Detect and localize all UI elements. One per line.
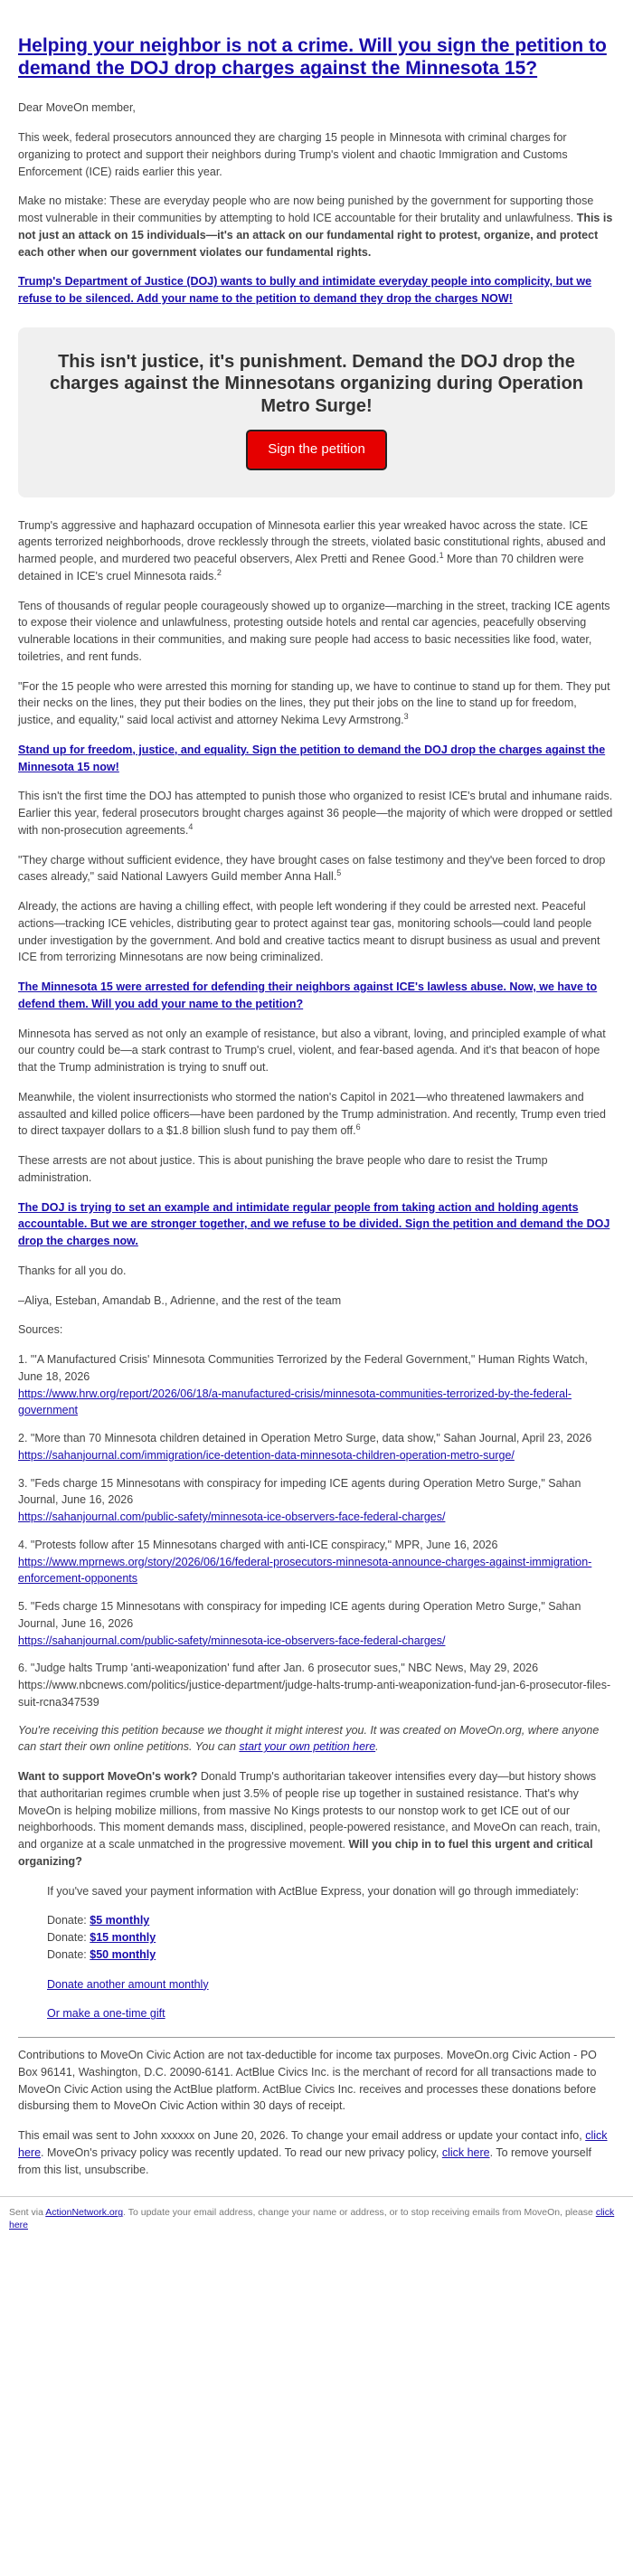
manage-subscription-link[interactable]: click here xyxy=(9,2207,615,2231)
body-text: More than 70 children were detained in ICE's cruel Minnesota raids. xyxy=(18,553,584,582)
donate-once-row xyxy=(47,2005,615,2022)
source-url-text: https://www.nbcnews.com/politics/justice-department/judge-halts-trump-anti-weaponization-fund-jan-6-prosecutor-files-suit-rcna347539 xyxy=(18,1679,611,1709)
petition-callout xyxy=(18,327,615,497)
update-contact-link[interactable]: click here xyxy=(18,2129,608,2159)
source-citation: 3. "Feds charge 15 Minnesotans with conspiracy for impeding ICE agents during Operation Metro Surge," Sahan Journal, June 16, 2026 xyxy=(18,1476,581,1507)
source-link[interactable]: https://sahanjournal.com/public-safety/minnesota-ice-observers-face-federal-charges/ xyxy=(18,1634,446,1647)
cta-paragraph-3 xyxy=(18,979,615,1013)
support-paragraph xyxy=(18,1768,615,1870)
source-item xyxy=(18,1351,615,1419)
footer-text: Sent via xyxy=(9,2207,46,2219)
headline-link[interactable]: Helping your neighbor is not a crime. Will you sign the petition to demand the DOJ drop charges against the Minnesota 15? xyxy=(18,35,607,80)
body-paragraph-7: Minnesota has served as not only an example of resistance, but also a vibrant, loving, and principled example of what our country could be—a stark contrast to Trump's cruel, violent, and fear-based agenda. And it's that beacon of hope that the Trump administration is trying to snuff out. xyxy=(18,1027,606,1075)
footnote-ref-1: 1 xyxy=(439,550,444,560)
source-item xyxy=(18,1475,615,1526)
footer-bar xyxy=(0,2196,633,2244)
body-paragraph-1 xyxy=(18,517,615,585)
source-citation: 6. "Judge halts Trump 'anti-weaponization' fund after Jan. 6 prosecutor sues," NBC News, May 29, 2026 xyxy=(18,1662,539,1675)
source-item xyxy=(18,1537,615,1587)
support-ask: Will you chip in to fuel this urgent and critical organizing? xyxy=(18,1838,593,1868)
callout-heading: This isn't justice, it's punishment. Demand the DOJ drop the charges against the Minnesotans organizing during Operation Metro Surge! xyxy=(49,351,584,416)
donate-15-monthly-link[interactable]: $15 monthly xyxy=(90,1931,156,1945)
source-item xyxy=(18,1660,615,1710)
sources-list xyxy=(18,1351,615,1711)
donate-5-monthly-link[interactable]: $5 monthly xyxy=(90,1914,150,1927)
body-paragraph-9: These arrests are not about justice. This is about punishing the brave people who dare to resist the Trump administration. xyxy=(18,1154,548,1184)
body-paragraph-2: Tens of thousands of regular people courageously showed up to organize—marching in the street, tracking ICE agents to expose their violence and unlawfulness, protesting outside hotels and rental car agencies, peacefully observing vulnerable locations in their communities, and making sure people had access to basic necessities like food, water, toiletries, and rent funds. xyxy=(18,599,610,663)
divider xyxy=(18,2037,615,2038)
sources-label: Sources: xyxy=(18,1323,63,1337)
body-paragraph-6: Already, the actions are having a chilling effect, with people left wondering if they could be arrested next. Peaceful actions—tracking ICE vehicles, distributing gear to protect against tear gas, monitoring schools—could land people under investigation by the government. And bold and creative tactics meant to disrupt business as usual and prevent ICE from terrorizing Minnesotans are now being criminalized. xyxy=(18,900,600,964)
petition-link-1[interactable]: Trump's Department of Justice (DOJ) wants to bully and intimidate everyday people into complicity, but we refuse to be silenced. Add your name to the petition to demand they drop the charges NOW! xyxy=(18,275,592,306)
intro-bold-text: This is not just an attack on 15 individuals—it's an attack on our fundamental right to protest, organize, and protect each other when our government violates our fundamental rights. xyxy=(18,212,613,259)
one-time-gift-link[interactable]: Or make a one-time gift xyxy=(47,2007,165,2021)
greeting: Dear MoveOn member, xyxy=(18,101,136,115)
support-heading: Want to support MoveOn's work? xyxy=(18,1770,198,1784)
petition-link-2[interactable]: Stand up for freedom, justice, and equality. Sign the petition to demand the DOJ drop the charges against the Minnesota 15 now! xyxy=(18,743,606,773)
disclaimer: Contributions to MoveOn Civic Action are not tax-deductible for income tax purposes. MoveOn.org Civic Action - PO Box 96141, Washington, D.C. 20090-6141. ActBlue Civics Inc. is the merchant of record for all transactions made to MoveOn Civic Action using the ActBlue platform. ActBlue Civics Inc. receives and processes these donations before disbursing them to MoveOn Civic Action within 30 days of receipt. xyxy=(18,2049,597,2113)
body-text: This isn't the first time the DOJ has attempted to punish those who organized to resist ICE's brutal and inhumane raids. Earlier this year, federal prosecutors brought charges against 36 people—the majority of which were dropped or settled with non-prosecution agreements. xyxy=(18,790,613,837)
body-paragraph-8 xyxy=(18,1089,615,1140)
email-note-text: This email was sent to John xxxxxx on June 20, 2026. To change your email address or update your contact info, xyxy=(18,2129,586,2143)
email-note xyxy=(18,2127,615,2178)
email-note-text: . To remove yourself from this list, unsubscribe. xyxy=(18,2145,591,2176)
source-citation: 5. "Feds charge 15 Minnesotans with conspiracy for impeding ICE agents during Operation Metro Surge," Sahan Journal, June 16, 2026 xyxy=(18,1600,581,1630)
source-citation: 2. "More than 70 Minnesota children detained in Operation Metro Surge, data show," Sahan Journal, April 23, 2026 xyxy=(18,1432,592,1445)
intro-paragraph-1: This week, federal prosecutors announced they are charging 15 people in Minnesota with criminal charges for organizing to protect and support their neighbors during Trump's violent and chaotic Immigration and Customs Enforcement (ICE) raids earlier this year. xyxy=(18,131,568,178)
footnote-ref-5: 5 xyxy=(336,868,342,878)
donate-block xyxy=(18,1883,615,2023)
intro-text: Make no mistake: These are everyday people who are now being punished by the government for supporting those most vulnerable in their communities by attempting to hold ICE accountable for their brutality and unlawfulness. xyxy=(18,194,594,225)
source-item xyxy=(18,1430,615,1464)
donate-row xyxy=(47,1946,615,1964)
cta-paragraph-4 xyxy=(18,1199,615,1250)
intro-paragraph-2 xyxy=(18,193,615,260)
petition-link-4[interactable]: The DOJ is trying to set an example and intimidate regular people from taking action and holding agents accountable. But we are stronger together, and we refuse to be divided. Sign the petition and demand the DOJ drop the charges now. xyxy=(18,1200,610,1248)
petition-link-3[interactable]: The Minnesota 15 were arrested for defending their neighbors against ICE's lawless abuse. Now, we have to defend them. Will you add your name to the petition? xyxy=(18,980,598,1010)
footnote-ref-2: 2 xyxy=(216,567,222,577)
actblue-note: If you've saved your payment information with ActBlue Express, your donation will go through immediately: xyxy=(47,1884,580,1898)
actionnetwork-link[interactable]: ActionNetwork.org xyxy=(45,2207,124,2219)
source-citation: 1. "'A Manufactured Crisis' Minnesota Communities Terrorized by the Federal Government," Human Rights Watch, June 18, 2026 xyxy=(18,1353,588,1383)
body-paragraph-5 xyxy=(18,852,615,886)
donate-other-amount-link[interactable]: Donate another amount monthly xyxy=(47,1977,209,1991)
source-link[interactable]: https://sahanjournal.com/immigration/ice-detention-data-minnesota-children-operation-metro-surge/ xyxy=(18,1448,515,1462)
donate-other-row xyxy=(47,1976,615,1994)
donate-50-monthly-link[interactable]: $50 monthly xyxy=(90,1947,156,1961)
source-link[interactable]: https://www.mprnews.org/story/2026/06/16/federal-prosecutors-minnesota-announce-charges-against-immigration-enforcement-opponents xyxy=(18,1555,592,1586)
petition-note xyxy=(18,1722,615,1757)
quote-text: "For the 15 people who were arrested this morning for standing up, we have to continue to stand up for them. They put their necks on the lines, they put their bodies on the lines, they put their jobs on the line to stand up for freedom, justice, and equality," said local activist and attorney Nekima Levy Armstrong. xyxy=(18,679,610,727)
body-text: Meanwhile, the violent insurrectionists who stormed the nation's Capitol in 2021—who threatened lawmakers and assaulted and killed police officers—have been pardoned by the Trump administration. And recently, Trump even tried to direct taxpayer dollars to a $1.8 billion slush fund to pay them off. xyxy=(18,1090,606,1138)
footer-text: . To update your email address, change your name or address, or to stop receiving emails from MoveOn, please xyxy=(123,2207,596,2219)
source-citation: 4. "Protests follow after 15 Minnesotans charged with anti-ICE conspiracy," MPR, June 16, 2026 xyxy=(18,1538,498,1551)
email-note-text: . MoveOn's privacy policy was recently updated. To read our new privacy policy, xyxy=(41,2145,442,2159)
donate-label: Donate: xyxy=(47,1947,90,1961)
donate-label: Donate: xyxy=(47,1931,90,1945)
footnote-ref-3: 3 xyxy=(403,711,409,721)
donate-row xyxy=(47,1912,615,1929)
petition-note-end: . xyxy=(375,1740,379,1754)
source-item xyxy=(18,1598,615,1649)
donate-label: Donate: xyxy=(47,1914,90,1927)
footnote-ref-6: 6 xyxy=(355,1122,361,1132)
source-link[interactable]: https://sahanjournal.com/public-safety/minnesota-ice-observers-face-federal-charges/ xyxy=(18,1511,446,1524)
body-paragraph-3 xyxy=(18,678,615,729)
source-link[interactable]: https://www.hrw.org/report/2026/06/18/a-manufactured-crisis/minnesota-communities-terrorized-by-the-federal-government xyxy=(18,1387,572,1417)
start-petition-link[interactable]: start your own petition here xyxy=(239,1740,376,1754)
thanks-line: Thanks for all you do. xyxy=(18,1264,127,1277)
body-text: Trump's aggressive and haphazard occupation of Minnesota earlier this year wreaked havoc across the state. ICE agents terrorized neighborhoods, drove recklessly through the streets, violated basic constitutional rights, abused and harmed people, and murdered two peaceful observers, Alex Pretti and Renee Good. xyxy=(18,518,606,566)
body-paragraph-4 xyxy=(18,788,615,838)
privacy-policy-link[interactable]: click here xyxy=(441,2145,490,2159)
quote-text: "They charge without sufficient evidence, they have brought cases on false testimony and they've been forced to drop cases already," said National Lawyers Guild member Anna Hall. xyxy=(18,853,606,884)
support-text: Donald Trump's authoritarian takeover intensifies every day—but history shows that authoritarian regimes crumble when just 3.5% of people rise up together in sustained resistance. That's why MoveOn is helping mobilize millions, from massive No Kings protests to our nonstop work to get ICE out of our neighborhoods. This moment demands mass, disciplined, people-powered resistance, and MoveOn can reach, train, and organize at a scale unmatched in the progressive movement. xyxy=(18,1770,600,1852)
cta-paragraph-2 xyxy=(18,742,615,776)
donate-row xyxy=(47,1929,615,1946)
petition-note-text: You're receiving this petition because we thought it might interest you. It was created on MoveOn.org, where anyone can start their own online petitions. You can xyxy=(18,1723,600,1754)
cta-paragraph-1 xyxy=(18,273,615,308)
sign-petition-button[interactable]: Sign the petition xyxy=(246,430,387,470)
footnote-ref-4: 4 xyxy=(188,821,194,831)
signoff: –Aliya, Esteban, Amandab B., Adrienne, and the rest of the team xyxy=(18,1293,342,1307)
